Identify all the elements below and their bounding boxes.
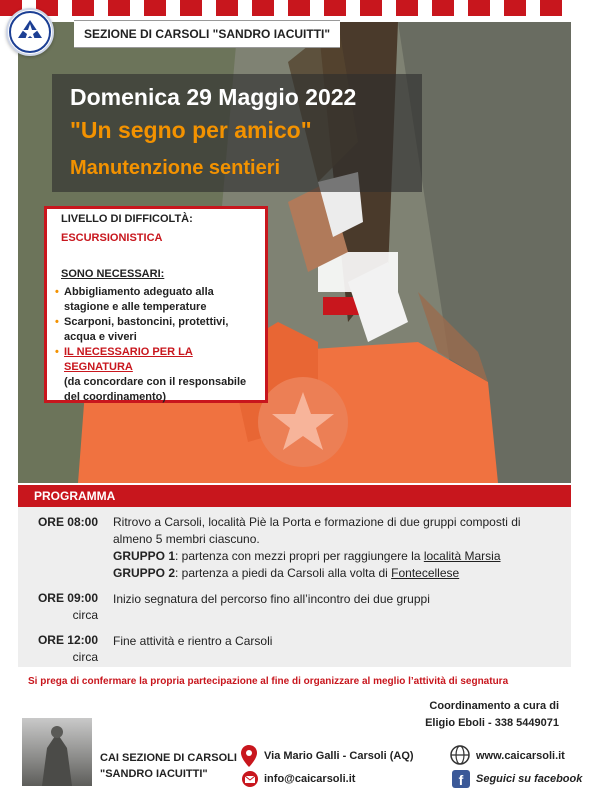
- list-item: • Scarponi, bastoncini, protettivi, acqua e viveri: [53, 315, 261, 345]
- footer-org: [100, 750, 237, 782]
- required-equipment: IL NECESSARIO PER LA SEGNATURA: [64, 346, 193, 373]
- program-time: ORE 08:00: [37, 515, 98, 529]
- event-subtitle: Manutenzione sentieri: [70, 157, 281, 179]
- group-2-line: [113, 565, 563, 582]
- map-pin-icon: [240, 745, 258, 772]
- program-description: Ritrovo a Carsoli, località Piè la Porta e formazione di due gruppi composti di almeno 5 membri ciascuno.: [113, 515, 521, 546]
- difficulty-value: ESCURSIONISTICA: [61, 232, 163, 244]
- program-circa: circa: [72, 608, 98, 622]
- footer-org-line2: "SANDRO IACUITTI": [100, 768, 208, 780]
- program-description: Fine attività e rientro a Carsoli: [113, 634, 273, 648]
- program-time: ORE 09:00: [37, 591, 98, 605]
- globe-icon: [450, 745, 470, 770]
- difficulty-label: LIVELLO DI DIFFICOLTÀ:: [61, 213, 193, 225]
- footer-website[interactable]: www.caicarsoli.it: [476, 750, 565, 762]
- coordination-contact: Eligio Eboli - 338 5449071: [425, 717, 559, 729]
- program-description: Inizio segnatura del percorso fino all’incontro dei due gruppi: [113, 592, 430, 606]
- group-1-label: GRUPPO 1: [113, 549, 176, 563]
- footer-email[interactable]: info@caicarsoli.it: [264, 773, 356, 785]
- group-2-label: GRUPPO 2: [113, 566, 176, 580]
- program-text: [113, 514, 563, 582]
- event-title: "Un segno per amico": [70, 117, 312, 143]
- footer-address: Via Mario Galli - Carsoli (AQ): [264, 750, 414, 762]
- program-header: PROGRAMMA: [18, 485, 571, 507]
- facebook-icon[interactable]: f: [452, 770, 470, 788]
- list-item: (da concordare con il responsabile del coordinamento): [64, 376, 247, 403]
- program-panel: [18, 507, 571, 667]
- section-banner: SEZIONE DI CARSOLI "SANDRO IACUITTI": [74, 20, 340, 48]
- event-date: Domenica 29 Maggio 2022: [70, 84, 357, 110]
- mail-icon: [241, 771, 259, 792]
- requirements-list: [53, 285, 261, 405]
- coordination: [425, 698, 559, 732]
- info-box: [44, 206, 268, 403]
- program-time: ORE 12:00: [37, 633, 98, 647]
- confirmation-note: Si prega di confermare la propria partecipazione al fine di organizzare al meglio l’attività di segnatura: [28, 676, 509, 687]
- list-item: • Abbigliamento adeguato alla stagione e alle temperature: [53, 285, 261, 315]
- program-circa: circa: [72, 650, 98, 664]
- group-1-line: [113, 548, 563, 565]
- group-1-link[interactable]: località Marsia: [423, 549, 501, 563]
- group-2-link[interactable]: Fontecellese: [391, 566, 460, 580]
- footer-org-line1: CAI SEZIONE DI CARSOLI: [100, 752, 237, 764]
- cai-logo-icon: [6, 8, 54, 56]
- requirements-label: SONO NECESSARI:: [61, 268, 165, 280]
- footer-facebook[interactable]: Seguici su facebook: [476, 773, 583, 785]
- group-1-text: : partenza con mezzi propri per raggiungere la: [175, 549, 424, 563]
- group-2-text: : partenza a piedi da Carsoli alla volta di: [175, 566, 392, 580]
- monument-image: [22, 718, 92, 786]
- list-item: [53, 345, 261, 375]
- coordination-label: Coordinamento a cura di: [429, 700, 559, 712]
- top-stripes: [0, 0, 591, 16]
